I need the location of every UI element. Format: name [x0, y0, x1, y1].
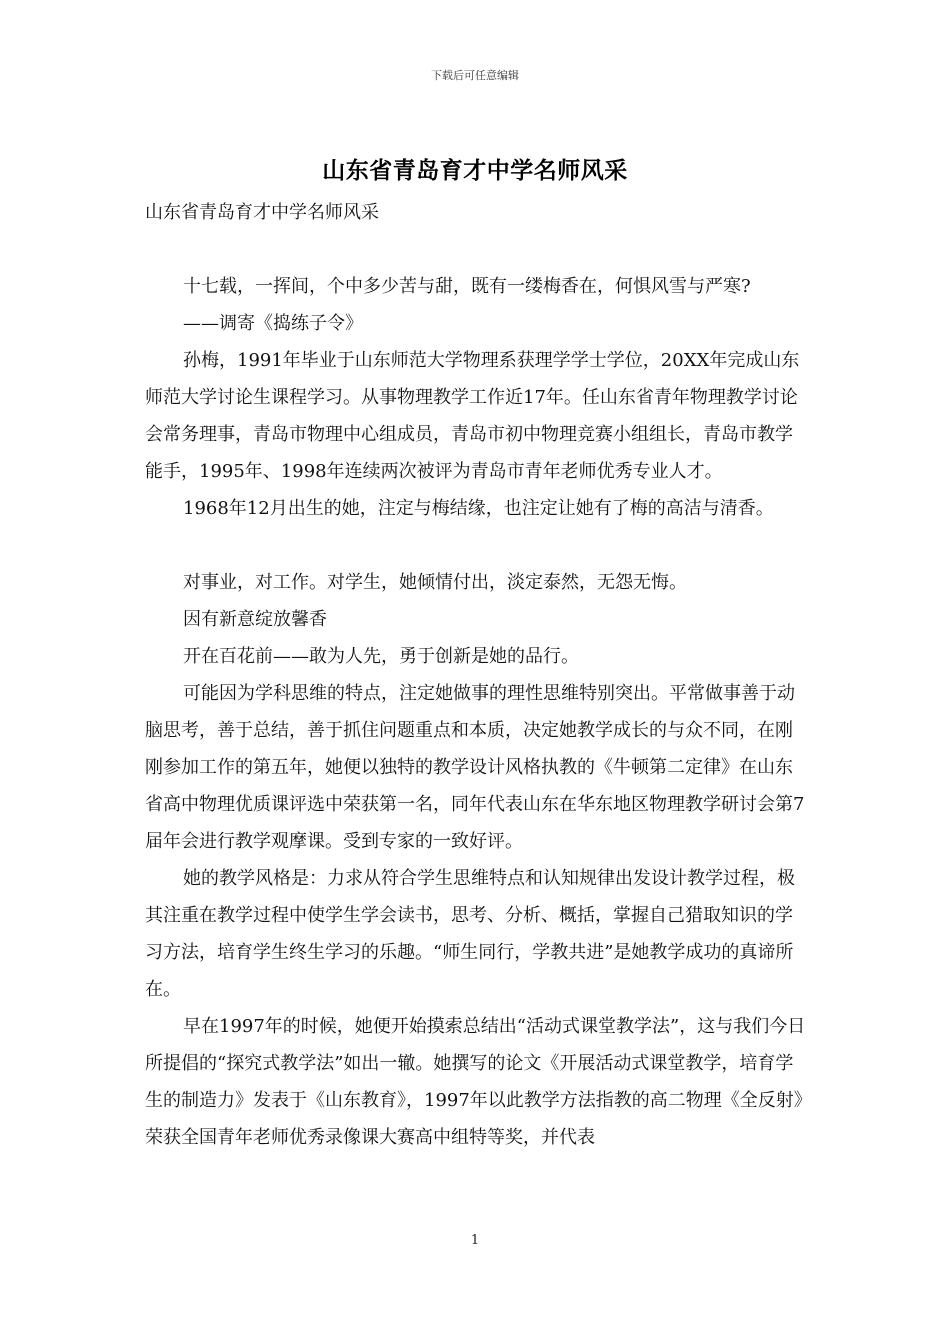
page-number: 1	[470, 1233, 480, 1248]
paragraph-poem-source: ——调寄《捣练子令》	[183, 313, 363, 334]
paragraph-bio: 孙梅，1991年毕业于山东师范大学物理系获理学学士学位，20XX年完成山东师范大学讨论生课程学习。从事物理教学工作近17年。任山东省青年物理教学讨论会常务理事，青岛市物理中心组成员，青岛市初中物理竞赛小组组长，青岛市教学能手，1995年、1998年连续两次被评为青岛市青年老师优秀专业人才。	[145, 350, 800, 482]
paragraph-method: 早在1997年的时候，她便开始摸索总结出“活动式课堂教学法”，这与我们今日所提倡的“探究式教学法”如出一辙。她撰写的论文《开展活动式课堂教学，培育学生的制造力》发表于《山东教育》，1997年以此教学方法指教的高二物理《全反射》荣获全国青年老师优秀录像课大赛高中组特等奖，并代表	[145, 1016, 806, 1148]
document-body	[145, 194, 807, 1156]
paragraph-teaching-style: 她的教学风格是：力求从符合学生思维特点和认知规律出发设计教学过程，极其注重在教学过程中使学生学会读书，思考、分析、概括，掌握自己猎取知识的学习方法，培育学生终生学习的乐趣。“师生同行，学教共进”是她教学成功的真谛所在。	[145, 868, 795, 1000]
section-heading: 因有新意绽放馨香	[183, 609, 327, 630]
blank-line	[145, 527, 807, 564]
paragraph-poem: 十七载，一挥间，个中多少苦与甜，既有一缕梅香在，何惧风雪与严寒?	[183, 276, 751, 297]
blank-line	[145, 231, 807, 268]
paragraph-thinking: 可能因为学科思维的特点，注定她做事的理性思维特别突出。平常做事善于动脑思考，善于总结，善于抓住问题重点和本质，决定她教学成长的与众不同，在刚刚参加工作的第五年，她便以独特的教学设计风格执教的《牛顿第二定律》在山东省高中物理优质课评选中荣获第一名，同年代表山东在华东地区物理教学研讨会第7届年会进行教学观摩课。受到专家的一致好评。	[145, 683, 805, 852]
paragraph-innovation: 开在百花前——敢为人先，勇于创新是她的品行。	[183, 646, 579, 667]
paragraph-birth: 1968年12月出生的她，注定与梅结缘，也注定让她有了梅的高洁与清香。	[183, 498, 774, 519]
page-header-note: 下载后可任意编辑	[431, 69, 519, 82]
document-title: 山东省青岛育才中学名师风采	[322, 157, 628, 184]
document-subtitle: 山东省青岛育才中学名师风采	[145, 202, 379, 223]
paragraph-dedication: 对事业，对工作。对学生，她倾情付出，淡定泰然，无怨无悔。	[183, 572, 687, 593]
